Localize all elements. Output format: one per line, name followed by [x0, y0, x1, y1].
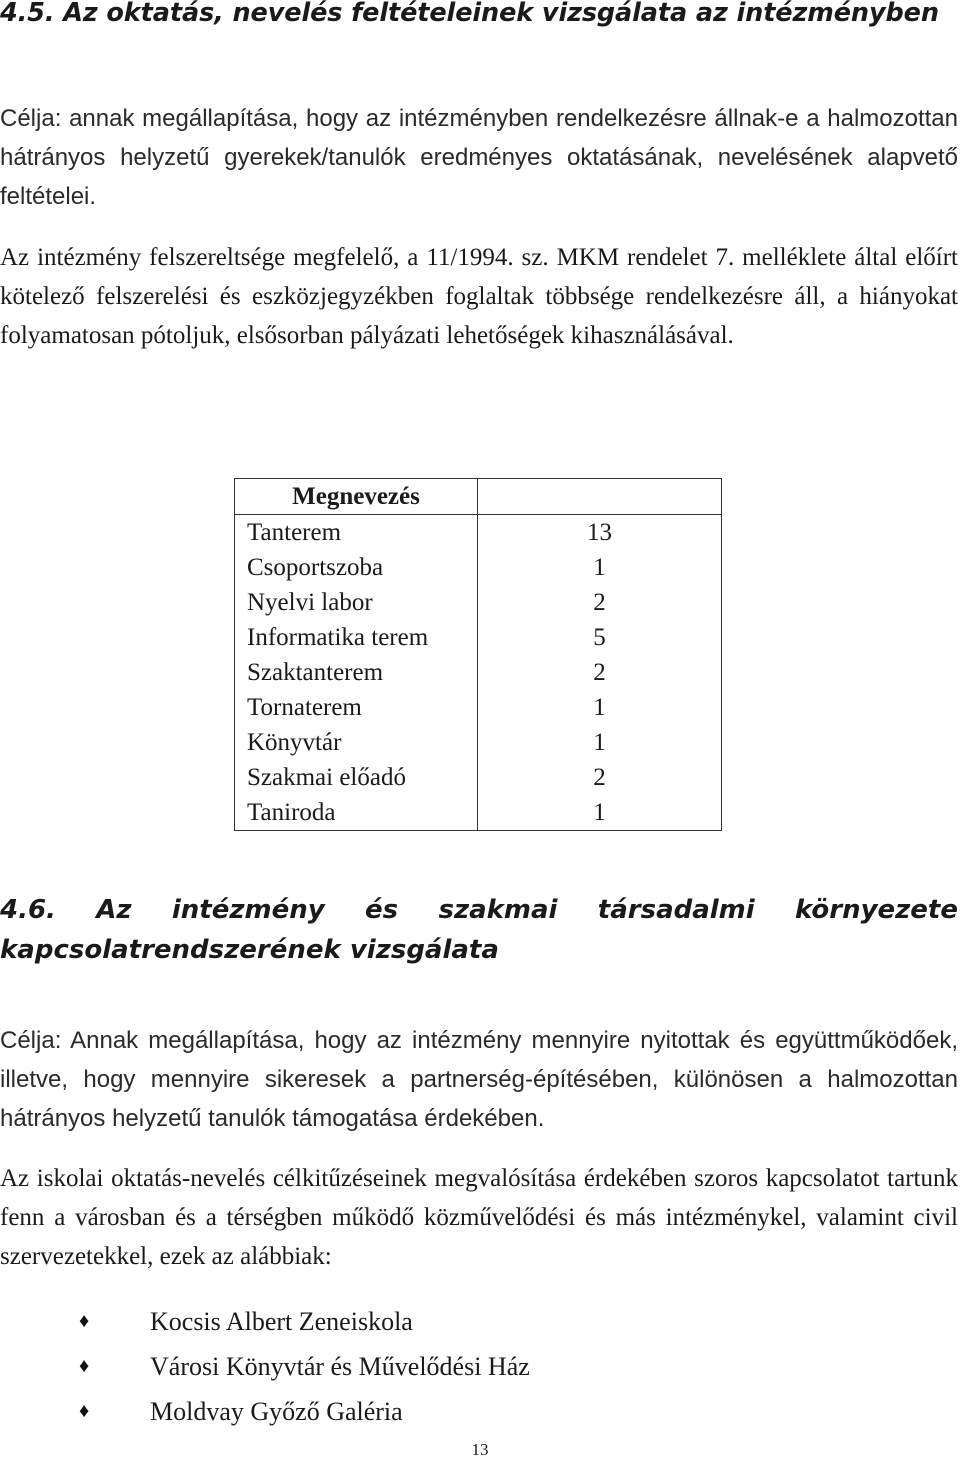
table-row [235, 550, 722, 585]
table-row [235, 690, 722, 725]
section-4-6-goal-paragraph: Célja: Annak megállapítása, hogy az intézmény mennyire nyitottak és együttműködőek, illetve, hogy mennyire sikeresek a partnerség-építésében, különösen a halmozottan hátrányos helyzetű tanulók támogatása érdekében. [0, 1027, 958, 1132]
table-row [235, 515, 722, 551]
room-count-cell: 13 [478, 515, 722, 551]
room-count-cell: 5 [478, 620, 722, 655]
rooms-table-header-name: Megnevezés [235, 479, 478, 515]
room-name-cell: Szaktanterem [235, 655, 478, 690]
section-heading-4-6: 4.6. Az intézmény és szakmai társadalmi környezete kapcsolatrendszerének vizsgálata [0, 895, 958, 965]
room-name-cell: Tanterem [235, 515, 478, 551]
partner-name: Városi Könyvtár és Művelődési Ház [150, 1352, 530, 1381]
list-item [0, 1299, 530, 1344]
partner-list [0, 1299, 530, 1434]
room-name-cell: Taniroda [235, 795, 478, 831]
section-heading-4-5: 4.5. Az oktatás, nevelés feltételeinek vizsgálata az intézményben [0, 0, 939, 28]
room-name-cell: Nyelvi labor [235, 585, 478, 620]
list-item [0, 1344, 530, 1389]
partner-name: Kocsis Albert Zeneiskola [150, 1307, 413, 1336]
room-count-cell: 1 [478, 550, 722, 585]
room-name-cell: Szakmai előadó [235, 760, 478, 795]
room-count-cell: 2 [478, 760, 722, 795]
room-count-cell: 1 [478, 795, 722, 831]
rooms-table-header-row [235, 479, 722, 515]
section-4-5-goal-paragraph: Célja: annak megállapítása, hogy az intézményben rendelkezésre állnak-e a halmozottan hátrányos helyzetű gyerekek/tanulók eredményes oktatásának, nevelésének alapvető feltételei. [0, 105, 958, 210]
room-name-cell: Könyvtár [235, 725, 478, 760]
table-row [235, 725, 722, 760]
room-name-cell: Tornaterem [235, 690, 478, 725]
table-row [235, 795, 722, 831]
table-row [235, 620, 722, 655]
list-item [0, 1389, 530, 1434]
room-count-cell: 1 [478, 725, 722, 760]
diamond-bullet-icon: ♦ [79, 1400, 90, 1422]
room-count-cell: 2 [478, 655, 722, 690]
section-4-5-body-paragraph: Az intézmény felszereltsége megfelelő, a 11/1994. sz. MKM rendelet 7. melléklete által előírt kötelező felszerelési és eszközjegyzékben foglaltak többsége rendelkezésre áll, a hiányokat folyamatosan pótoljuk, elsősorban pályázati lehetőségek kihasználásával. [0, 244, 958, 349]
rooms-table [234, 478, 722, 831]
table-row [235, 655, 722, 690]
partner-name: Moldvay Győző Galéria [150, 1397, 403, 1426]
rooms-table-header-count [478, 479, 722, 515]
section-4-6-body-paragraph: Az iskolai oktatás-nevelés célkitűzéseinek megvalósítása érdekében szoros kapcsolatot tartunk fenn a városban és a térségben működő közművelődési és más intézménykel, valamint civil szervezetekkel, ezek az alábbiak: [0, 1165, 958, 1270]
table-row [235, 585, 722, 620]
diamond-bullet-icon: ♦ [79, 1310, 90, 1332]
room-count-cell: 2 [478, 585, 722, 620]
page-number: 13 [471, 1440, 489, 1459]
room-count-cell: 1 [478, 690, 722, 725]
room-name-cell: Informatika terem [235, 620, 478, 655]
table-row [235, 760, 722, 795]
diamond-bullet-icon: ♦ [79, 1355, 90, 1377]
room-name-cell: Csoportszoba [235, 550, 478, 585]
